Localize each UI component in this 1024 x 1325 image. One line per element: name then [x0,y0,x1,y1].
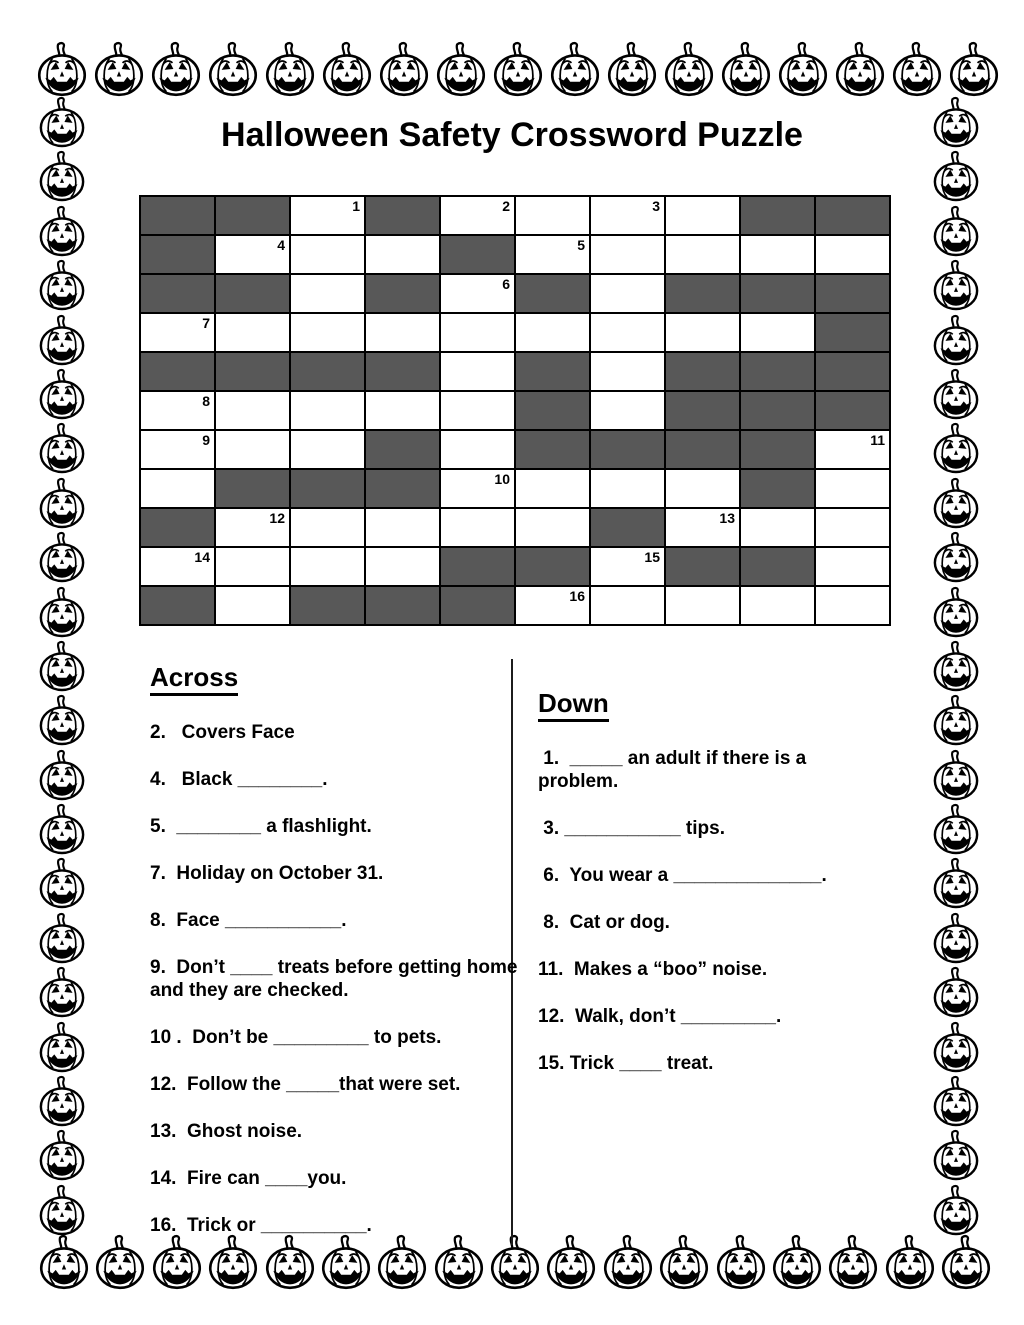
jack-o-lantern-icon [34,150,90,202]
jack-o-lantern-icon [928,477,984,529]
letter-cell[interactable] [740,508,815,547]
letter-cell[interactable] [515,196,590,235]
jack-o-lantern-icon [775,40,831,98]
blocked-cell [215,274,290,313]
clue-number: 8 [202,393,210,409]
grid-row [140,391,890,430]
down-clue: 12. Walk, don’t _________. [538,1006,782,1027]
across-clue: 5. ________ a flashlight. [150,816,372,837]
blocked-cell [365,274,440,313]
blocked-cell [140,586,215,625]
jack-o-lantern-icon [34,912,90,964]
letter-cell[interactable] [215,235,290,274]
jack-o-lantern-icon [928,1184,984,1236]
page-title: Halloween Safety Crossword Puzzle [221,116,803,154]
across-clue: 12. Follow the _____that were set. [150,1074,461,1095]
letter-cell[interactable] [590,586,665,625]
across-section [150,662,523,1261]
across-clue: 13. Ghost noise. [150,1121,303,1142]
blocked-cell [140,235,215,274]
letter-cell[interactable] [140,391,215,430]
letter-cell[interactable] [665,508,740,547]
down-clue: 8. Cat or dog. [538,912,670,933]
letter-cell[interactable] [665,196,740,235]
letter-cell[interactable] [815,469,890,508]
blocked-cell [665,391,740,430]
down-heading-label: Down [538,688,609,722]
grid-row [140,196,890,235]
jack-o-lantern-icon [928,857,984,909]
jack-o-lantern-icon [34,40,90,98]
jack-o-lantern-icon [34,368,90,420]
blocked-cell [665,274,740,313]
jack-o-lantern-icon [433,40,489,98]
jack-o-lantern-icon [928,422,984,474]
jack-o-lantern-icon [928,803,984,855]
blocked-cell [140,352,215,391]
blocked-cell [665,430,740,469]
clue-number: 3 [652,198,660,214]
jack-o-lantern-icon [34,749,90,801]
clue-number: 11 [870,432,885,448]
letter-cell[interactable] [290,430,365,469]
jack-o-lantern-icon [319,40,375,98]
clue-number: 1 [352,198,360,214]
letter-cell[interactable] [590,391,665,430]
blocked-cell [140,274,215,313]
jack-o-lantern-icon [769,1233,825,1291]
across-clue-list [150,721,523,1237]
clue-number: 5 [577,237,585,253]
blocked-cell [440,586,515,625]
letter-cell[interactable] [515,508,590,547]
letter-cell[interactable] [215,586,290,625]
grid-row [140,313,890,352]
across-clue: 10 . Don’t be _________ to pets. [150,1027,442,1048]
letter-cell[interactable] [365,547,440,586]
jack-o-lantern-icon [661,40,717,98]
clue-number: 9 [202,432,210,448]
letter-cell[interactable] [440,430,515,469]
letter-cell[interactable] [515,235,590,274]
letter-cell[interactable] [815,586,890,625]
letter-cell[interactable] [515,586,590,625]
letter-cell[interactable] [290,508,365,547]
letter-cell[interactable] [590,235,665,274]
blocked-cell [815,274,890,313]
jack-o-lantern-icon [928,586,984,638]
clue-number: 7 [202,315,210,331]
letter-cell[interactable] [440,469,515,508]
grid-row [140,547,890,586]
blocked-cell [740,196,815,235]
grid-row [140,469,890,508]
letter-cell[interactable] [815,430,890,469]
blocked-cell [440,235,515,274]
across-clue: 9. Don’t ____ treats before getting home and they are checked. [150,957,523,1001]
letter-cell[interactable] [590,274,665,313]
jack-o-lantern-icon [825,1233,881,1291]
clue-number: 16 [569,588,585,604]
letter-cell[interactable] [140,313,215,352]
crossword-grid [139,195,891,626]
blocked-cell [665,547,740,586]
jack-o-lantern-icon [928,1021,984,1073]
jack-o-lantern-icon [34,1184,90,1236]
blocked-cell [740,547,815,586]
letter-cell[interactable] [590,469,665,508]
letter-cell[interactable] [440,391,515,430]
jack-o-lantern-icon [34,640,90,692]
blocked-cell [815,352,890,391]
letter-cell[interactable] [290,196,365,235]
letter-cell[interactable] [290,274,365,313]
down-heading [538,688,872,718]
clue-number: 15 [644,549,660,565]
letter-cell[interactable] [440,313,515,352]
jack-o-lantern-icon [34,422,90,474]
clue-number: 13 [719,510,735,526]
letter-cell[interactable] [140,430,215,469]
jack-o-lantern-icon [928,640,984,692]
letter-cell[interactable] [815,547,890,586]
jack-o-lantern-icon [34,259,90,311]
jack-o-lantern-icon [547,40,603,98]
jack-o-lantern-icon [928,1129,984,1181]
jack-o-lantern-icon [376,40,432,98]
blocked-cell [440,547,515,586]
jack-o-lantern-icon [36,1233,92,1291]
blocked-cell [365,469,440,508]
letter-cell[interactable] [215,313,290,352]
across-clue: 4. Black ________. [150,769,328,790]
blocked-cell [290,352,365,391]
jack-o-lantern-icon [928,205,984,257]
jack-o-lantern-icon [600,1233,656,1291]
across-clue: 7. Holiday on October 31. [150,863,384,884]
jack-o-lantern-icon [882,1233,938,1291]
down-clue: 1. _____ an adult if there is a problem. [538,748,812,792]
blocked-cell [665,352,740,391]
letter-cell[interactable] [440,274,515,313]
blocked-cell [215,352,290,391]
jack-o-lantern-icon [543,1233,599,1291]
jack-o-lantern-icon [928,912,984,964]
jack-o-lantern-icon [34,586,90,638]
blocked-cell [515,352,590,391]
jack-o-lantern-icon [928,368,984,420]
blocked-cell [815,391,890,430]
jack-o-lantern-icon [928,966,984,1018]
jack-o-lantern-icon [34,205,90,257]
letter-cell[interactable] [140,469,215,508]
clue-number: 14 [194,549,210,565]
letter-cell[interactable] [740,313,815,352]
letter-cell[interactable] [590,352,665,391]
jack-o-lantern-icon [34,314,90,366]
blocked-cell [365,352,440,391]
jack-o-lantern-icon [34,803,90,855]
jack-o-lantern-icon [928,749,984,801]
letter-cell[interactable] [440,196,515,235]
jack-o-lantern-icon [889,40,945,98]
across-clue: 16. Trick or __________. [150,1215,372,1236]
grid-row [140,274,890,313]
jack-o-lantern-icon [34,1129,90,1181]
jack-o-lantern-icon [34,1075,90,1127]
across-heading-label: Across [150,662,238,696]
letter-cell[interactable] [215,547,290,586]
letter-cell[interactable] [815,508,890,547]
blocked-cell [215,469,290,508]
letter-cell[interactable] [515,313,590,352]
letter-cell[interactable] [365,508,440,547]
down-clue: 3. ___________ tips. [538,818,725,839]
jack-o-lantern-icon [928,1075,984,1127]
letter-cell[interactable] [665,469,740,508]
letter-cell[interactable] [440,508,515,547]
jack-o-lantern-icon [713,1233,769,1291]
jack-o-lantern-icon [604,40,660,98]
jack-o-lantern-icon [832,40,888,98]
pumpkin-border-right [928,96,986,1236]
jack-o-lantern-icon [91,40,147,98]
blocked-cell [740,469,815,508]
blocked-cell [365,196,440,235]
across-heading [150,662,518,692]
pumpkin-border-left [34,96,92,1236]
letter-cell[interactable] [740,235,815,274]
blocked-cell [290,586,365,625]
jack-o-lantern-icon [34,694,90,746]
jack-o-lantern-icon [148,40,204,98]
letter-cell[interactable] [215,391,290,430]
jack-o-lantern-icon [92,1233,148,1291]
clue-number: 4 [277,237,285,253]
letter-cell[interactable] [590,547,665,586]
jack-o-lantern-icon [928,150,984,202]
blocked-cell [140,196,215,235]
letter-cell[interactable] [140,547,215,586]
blocked-cell [740,274,815,313]
blocked-cell [515,430,590,469]
blocked-cell [815,196,890,235]
clue-number: 6 [502,276,510,292]
jack-o-lantern-icon [946,40,1002,98]
letter-cell[interactable] [365,313,440,352]
grid-row [140,352,890,391]
blocked-cell [590,430,665,469]
grid-row [140,430,890,469]
down-section [538,688,872,1099]
down-clue-list [538,747,872,1075]
jack-o-lantern-icon [928,314,984,366]
letter-cell[interactable] [290,235,365,274]
jack-o-lantern-icon [928,694,984,746]
across-clue: 2. Covers Face [150,722,295,743]
blocked-cell [140,508,215,547]
clue-number: 2 [502,198,510,214]
jack-o-lantern-icon [938,1233,994,1291]
clue-number: 10 [494,471,510,487]
jack-o-lantern-icon [205,40,261,98]
jack-o-lantern-icon [34,477,90,529]
jack-o-lantern-icon [718,40,774,98]
blocked-cell [515,391,590,430]
blocked-cell [740,430,815,469]
letter-cell[interactable] [665,586,740,625]
letter-cell[interactable] [665,235,740,274]
grid-row [140,235,890,274]
blocked-cell [290,469,365,508]
down-clue: 6. You wear a ______________. [538,865,827,886]
letter-cell[interactable] [365,391,440,430]
blocked-cell [365,430,440,469]
down-clue: 15. Trick ____ treat. [538,1053,714,1074]
blocked-cell [590,508,665,547]
jack-o-lantern-icon [34,966,90,1018]
letter-cell[interactable] [440,352,515,391]
down-clue: 11. Makes a “boo” noise. [538,959,768,980]
pumpkin-border-top [34,40,1002,100]
blocked-cell [815,313,890,352]
letter-cell[interactable] [590,313,665,352]
jack-o-lantern-icon [34,857,90,909]
letter-cell[interactable] [215,430,290,469]
blocked-cell [215,196,290,235]
jack-o-lantern-icon [656,1233,712,1291]
blocked-cell [515,547,590,586]
blocked-cell [365,586,440,625]
jack-o-lantern-icon [262,40,318,98]
jack-o-lantern-icon [34,531,90,583]
jack-o-lantern-icon [490,40,546,98]
letter-cell[interactable] [590,196,665,235]
letter-cell[interactable] [740,586,815,625]
blocked-cell [740,391,815,430]
jack-o-lantern-icon [928,531,984,583]
jack-o-lantern-icon [928,259,984,311]
blocked-cell [515,274,590,313]
grid-row [140,508,890,547]
letter-cell[interactable] [290,547,365,586]
clue-number: 12 [269,510,285,526]
across-clue: 14. Fire can ____you. [150,1168,347,1189]
letter-cell[interactable] [665,313,740,352]
grid-row [140,586,890,625]
letter-cell[interactable] [290,391,365,430]
letter-cell[interactable] [365,235,440,274]
letter-cell[interactable] [215,508,290,547]
letter-cell[interactable] [515,469,590,508]
across-clue: 8. Face ___________. [150,910,347,931]
letter-cell[interactable] [815,235,890,274]
letter-cell[interactable] [290,313,365,352]
blocked-cell [740,352,815,391]
jack-o-lantern-icon [34,1021,90,1073]
